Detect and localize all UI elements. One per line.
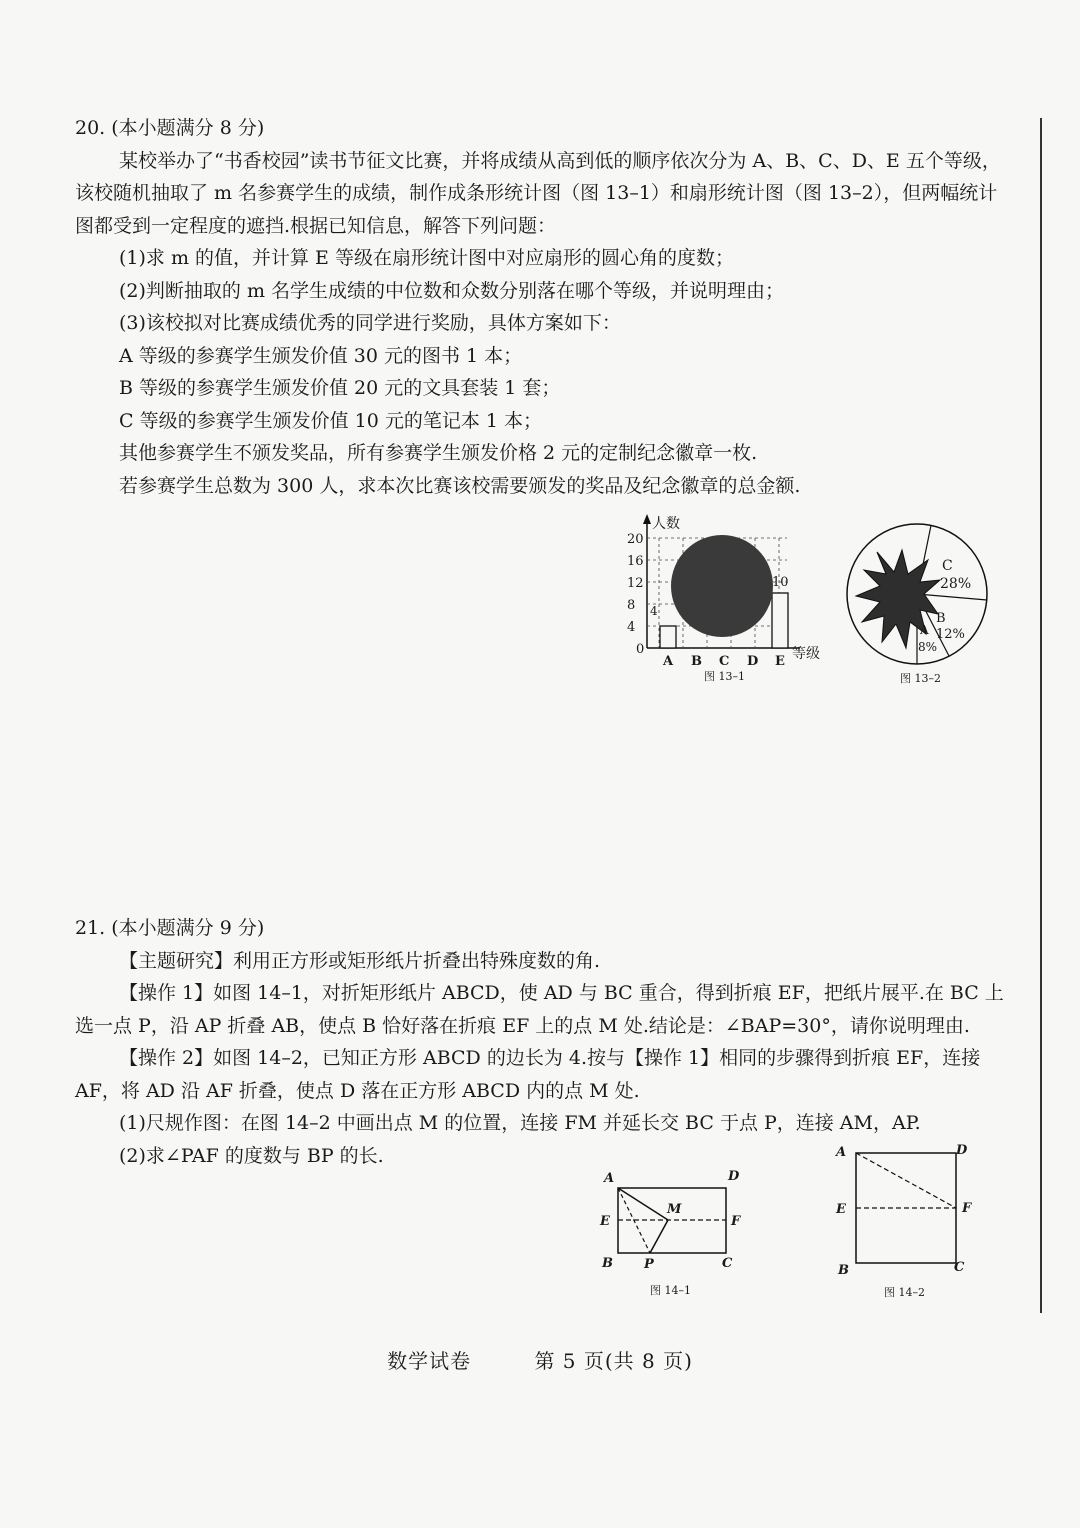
x-category-label-a: A [663,654,674,669]
x-axis-label: 等级 [792,646,820,662]
q20-part3: (3)该校拟对比赛成绩优秀的同学进行奖励，具体方案如下： [119,312,621,334]
caption-14-2: 图 14–2 [884,1286,925,1299]
bar-a [660,626,676,648]
occluding-circle [671,535,773,637]
label-c: C [954,1260,965,1275]
slice-c-label: C [942,558,953,574]
footer-page-number: 第 5 页(共 8 页) [534,1349,693,1373]
label-b: B [602,1256,613,1271]
q21-op1: 【操作 1】如图 14–1，对折矩形纸片 ABCD，使 AD 与 BC 重合，得到折痕 EF，把纸片展平.在 BC 上选一点 P，沿 AP 折叠 AB，使点 B 恰好落在折痕 EF 上的点 M 处.结论是：∠BAP=30°，请你说明理由. [75,982,1004,1037]
q20-rule-a: A 等级的参赛学生颁发价值 30 元的图书 1 本； [119,344,523,367]
label-e: E [836,1202,846,1217]
y-tick-label: 8 [627,598,636,613]
bar-e-value: 10 [772,575,789,590]
q20-part2: (2)判断抽取的 m 名学生成绩的中位数和众数分别落在哪个等级，并说明理由； [119,279,785,302]
y-tick-label: 20 [627,532,644,547]
y-tick-labels [627,532,644,657]
q20-header: 20. (本小题满分 8 分) [75,117,265,139]
label-m: M [667,1202,682,1217]
q21-op2: 【操作 2】如图 14–2，已知正方形 ABCD 的边长为 4.按与【操作 1】相同的步骤得到折痕 EF，连接 AF，将 AD 沿 AF 折叠，使点 D 落在正方形 ABCD 内的点 M 处. [75,1047,981,1102]
y-tick-label: 0 [636,642,645,657]
x-category-label-e: E [775,654,785,669]
y-tick-label: 12 [627,576,644,591]
y-tick-label: 16 [627,554,644,569]
q20-total: 若参赛学生总数为 300 人，求本次比赛该校需要颁发的奖品及纪念徽章的总金额. [119,474,801,497]
q21-part1: (1)尺规作图：在图 14–2 中画出点 M 的位置，连接 FM 并延长交 BC 于点 P，连接 AM，AP. [119,1112,921,1134]
label-d: D [956,1143,968,1158]
x-category-label-d: D [747,654,759,669]
q20-stem: 某校举办了“书香校园”读书节征文比赛，并将成绩从高到低的顺序依次分为 A、B、C、D、E 五个等级，该校随机抽取了 m 名参赛学生的成绩，制作成条形统计图（图 13–1）和扇形统计图（图 13–2），但两幅统计图都受到一定程度的遮挡.根据已知信息，解答下列问题： [75,149,1001,237]
figure-14-1 [592,1160,752,1300]
bar-e [772,593,788,648]
q20-rule-other: 其他参赛学生不颁发奖品，所有参赛学生颁发价格 2 元的定制纪念徽章一枚. [119,442,758,464]
label-f: F [731,1214,741,1229]
label-a: A [604,1171,615,1186]
x-category-labels [662,654,785,669]
pie-chart-13-2 [842,522,1002,692]
label-f: F [962,1201,972,1216]
figure-14-2 [826,1138,986,1303]
slice-a-label: A [920,623,929,637]
bar-a-value: 4 [650,604,658,618]
slice-a-pct: 8% [918,640,938,654]
x-category-label-c: C [719,654,730,669]
segment-af [856,1153,956,1208]
footer-subject: 数学试卷 [387,1349,472,1373]
label-d: D [728,1169,740,1184]
segment-mp [650,1220,668,1253]
question-20 [75,112,1015,502]
caption-14-1: 图 14–1 [650,1284,691,1297]
q21-topic: 【主题研究】利用正方形或矩形纸片折叠出特殊度数的角. [119,949,601,972]
label-b: B [838,1263,849,1278]
margin-rule [1040,118,1042,1313]
x-category-label-b: B [691,654,702,669]
bar-chart-13-1 [612,508,832,693]
q20-rule-b: B 等级的参赛学生颁发价值 20 元的文具套装 1 套； [119,377,561,399]
label-p: P [644,1257,654,1272]
q21-header: 21. (本小题满分 9 分) [75,917,265,939]
label-e: E [600,1214,610,1229]
question-21 [75,912,1015,1172]
y-tick-label: 4 [627,620,636,635]
chart-caption-13-1: 图 13–1 [704,670,745,683]
slice-b-label: B [936,611,946,626]
label-a: A [836,1145,847,1160]
y-axis-arrow [643,514,651,524]
q20-part1: (1)求 m 的值，并计算 E 等级在扇形统计图中对应扇形的圆心角的度数； [119,247,734,269]
y-axis-label: 人数 [652,516,680,532]
q20-rule-c: C 等级的参赛学生颁发价值 10 元的笔记本 1 本； [119,409,543,432]
q21-part2: (2)求∠PAF 的度数与 BP 的长. [119,1144,384,1167]
slice-c-pct: 28% [940,576,972,592]
page-footer [0,1345,1080,1374]
chart-caption-13-2: 图 13–2 [900,672,941,685]
label-c: C [722,1256,733,1271]
slice-b-pct: 12% [936,627,965,642]
